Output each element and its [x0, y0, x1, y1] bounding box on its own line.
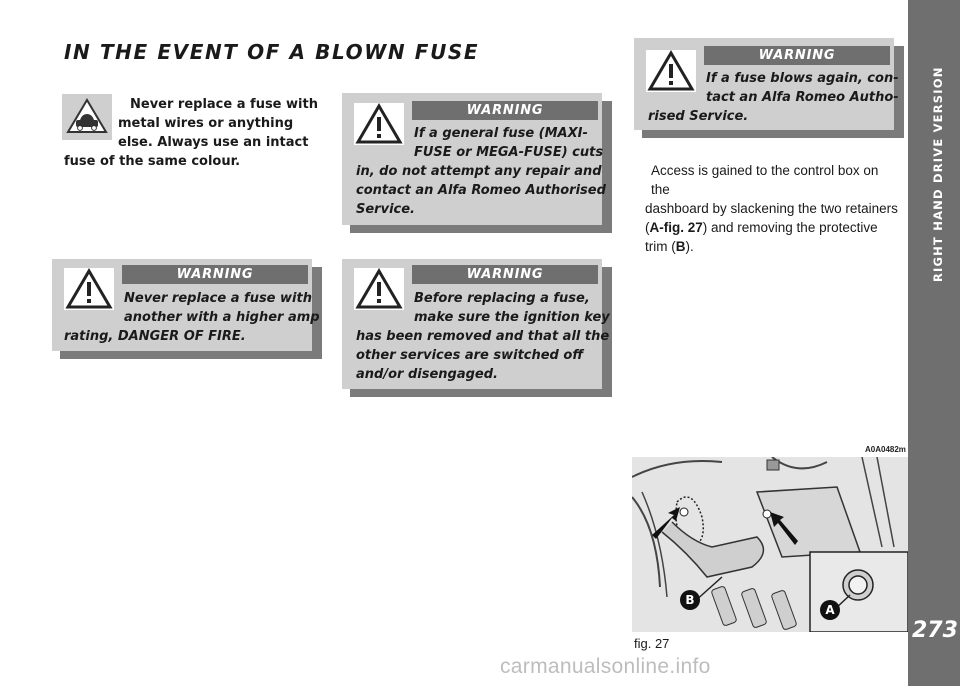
- warning-line: FUSE or MEGA-FUSE) cuts: [414, 145, 604, 160]
- figure-label-a: A: [820, 600, 840, 620]
- warning-header: WARNING: [704, 46, 890, 65]
- side-tab-label: RIGHT HAND DRIVE VERSION: [931, 66, 945, 282]
- warning-line: Before replacing a fuse,: [414, 291, 590, 306]
- access-instructions: [645, 161, 900, 256]
- warning-line: Never replace a fuse with: [124, 291, 312, 306]
- warning-box-fuse-blows-again: [634, 38, 904, 138]
- side-tab-label-wrap: [931, 32, 947, 282]
- warning-line: If a fuse blows again, con-: [706, 71, 899, 86]
- body-line: (A-fig. 27) and removing the protective: [645, 220, 878, 235]
- figure-caption: fig. 27: [634, 636, 670, 651]
- note-line: Never replace a fuse with: [130, 97, 318, 112]
- warning-line: another with a higher amp: [124, 310, 320, 325]
- body-line: trim (B).: [645, 239, 694, 254]
- warning-line: contact an Alfa Romeo Authorised: [356, 183, 606, 198]
- body-line: Access is gained to the control box on the: [651, 163, 879, 197]
- warning-header: WARNING: [412, 101, 598, 120]
- note-line: else. Always use an intact: [118, 135, 309, 150]
- warning-line: tact an Alfa Romeo Autho-: [706, 90, 899, 105]
- note-line: metal wires or anything: [118, 116, 294, 131]
- warning-box-general-fuse: [342, 93, 612, 233]
- body-line: dashboard by slackening the two retainers: [645, 201, 898, 216]
- page-title: IN THE EVENT OF A BLOWN FUSE: [64, 40, 480, 64]
- warning-triangle-icon: [354, 268, 404, 310]
- warning-line: rating, DANGER OF FIRE.: [64, 329, 246, 344]
- warning-triangle-icon: [646, 50, 696, 92]
- warning-line: in, do not attempt any repair and: [356, 164, 602, 179]
- figure-label-b: B: [680, 590, 700, 610]
- warning-header: WARNING: [412, 265, 598, 284]
- car-on-lift-icon: [62, 94, 112, 140]
- warning-triangle-icon: [354, 103, 404, 145]
- warning-line: has been removed and that all the: [356, 329, 610, 344]
- figure-code: A0A0482m: [865, 445, 906, 454]
- warning-line: If a general fuse (MAXI-: [414, 126, 588, 141]
- warning-triangle-icon: [64, 268, 114, 310]
- note-line: fuse of the same colour.: [64, 154, 241, 169]
- page-number: 273: [912, 618, 958, 643]
- warning-box-amp-rating: [52, 259, 322, 359]
- figure-27-illustration: [632, 457, 908, 632]
- warning-line: Service.: [356, 202, 415, 217]
- warning-box-ignition-key: [342, 259, 612, 397]
- warning-line: other services are switched off: [356, 348, 584, 363]
- warning-header: WARNING: [122, 265, 308, 284]
- label-reference: B: [675, 239, 686, 254]
- watermark: carmanualsonline.info: [500, 655, 711, 678]
- warning-line: and/or disengaged.: [356, 367, 498, 382]
- warning-line: rised Service.: [648, 109, 749, 124]
- warning-line: make sure the ignition key: [414, 310, 610, 325]
- figure-reference: A-fig. 27: [649, 220, 703, 235]
